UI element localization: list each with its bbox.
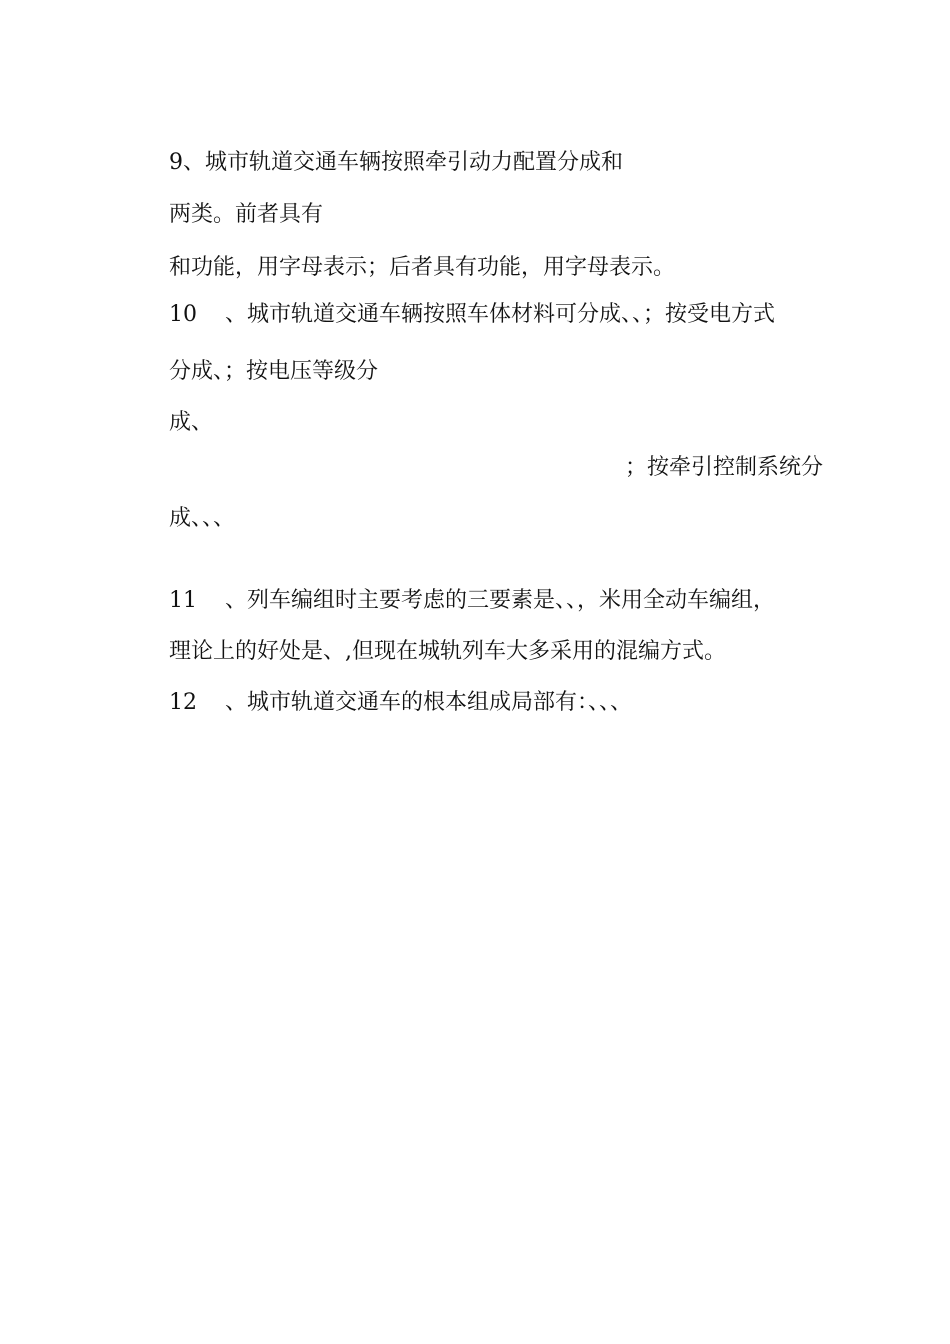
line-text: 9、城市轨道交通车辆按照牵引动力配置分成和 xyxy=(168,150,623,175)
line-text: 两类。前者具有 xyxy=(168,202,323,227)
question-number: 12 xyxy=(168,690,197,715)
line-text: 、城市轨道交通车的根本组成局部有：、、、 xyxy=(224,690,632,715)
line-text: 分成、；按电压等级分 xyxy=(168,359,378,384)
question-10-line-4 xyxy=(597,426,823,510)
line-text: 成、、、 xyxy=(168,506,235,531)
line-text: 、列车编组时主要考虑的三要素是、、，米用全动车编组， xyxy=(224,588,775,613)
line-text: ；按牵引控制系统分 xyxy=(624,455,823,480)
line-text: 理论上的好处是、,但现在城轨列车大多采用的混编方式。 xyxy=(168,639,726,664)
line-text: 和功能，用字母表示；后者具有功能，用字母表示。 xyxy=(168,255,675,280)
question-number: 11 xyxy=(168,588,197,613)
question-10-line-5 xyxy=(141,477,235,561)
question-12-line-1 xyxy=(141,661,632,745)
question-10-line-3 xyxy=(141,381,213,465)
line-text: 成、 xyxy=(168,410,213,435)
question-number: 10 xyxy=(168,302,197,327)
line-text: 、城市轨道交通车辆按照车体材料可分成、、；按受电方式 xyxy=(224,302,775,327)
